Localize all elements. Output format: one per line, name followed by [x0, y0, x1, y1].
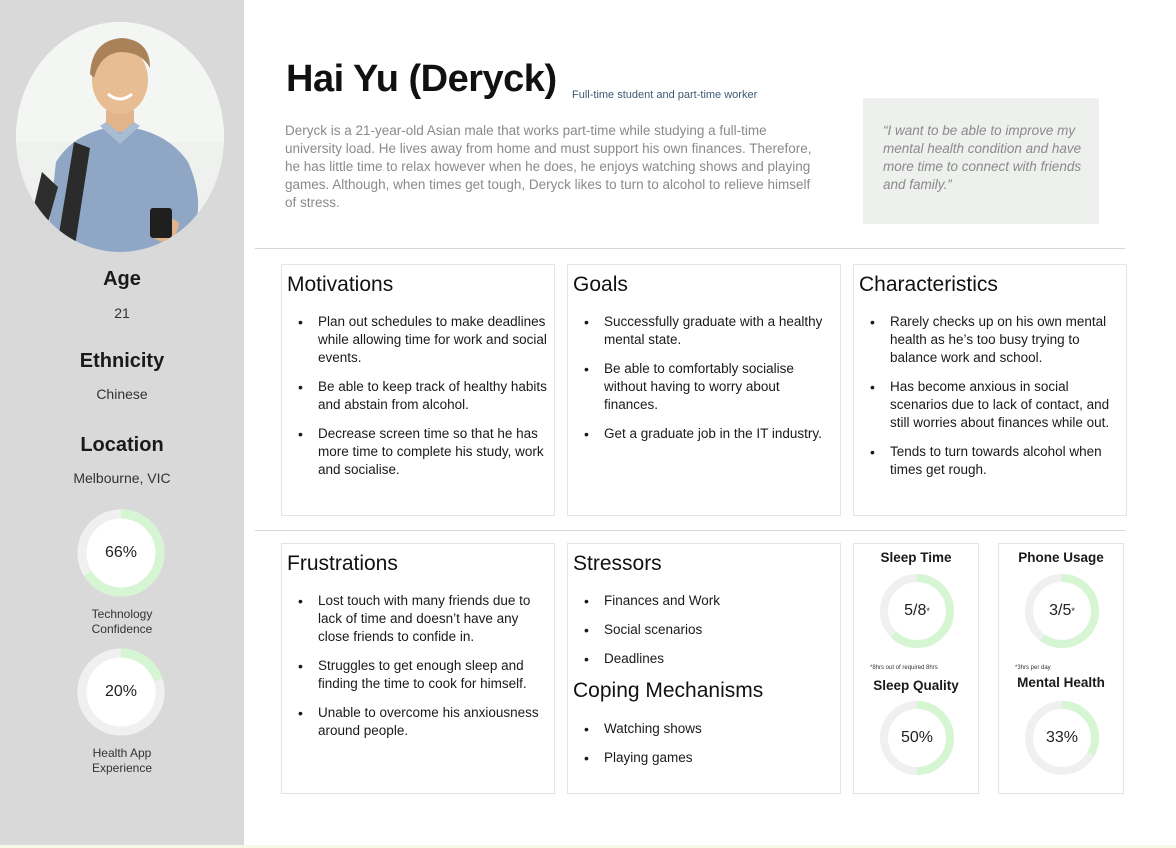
list-item: • Be able to comfortably socialise without having to worry about finances.	[568, 360, 840, 414]
goals-card	[567, 264, 841, 516]
technology-confidence-ring	[76, 508, 166, 598]
list-item: • Watching shows	[568, 720, 840, 738]
sleep-time-value	[878, 572, 956, 650]
phone-usage-title: Phone Usage	[1018, 550, 1104, 565]
stressors-coping-card	[567, 543, 841, 794]
list-item: • Successfully graduate with a healthy mental state.	[568, 313, 840, 349]
age-label: Age	[103, 268, 141, 290]
mental-health-value: 33%	[1045, 729, 1079, 746]
ethnicity-value: Chinese	[96, 386, 148, 402]
coping-title: Coping Mechanisms	[573, 679, 764, 702]
sleep-quality-value: 50%	[900, 729, 934, 746]
divider-middle	[255, 530, 1125, 531]
list-item: • Has become anxious in social scenarios due to lack of contact, and still worries about finances while out.	[854, 378, 1126, 432]
location-label: Location	[80, 434, 164, 456]
technology-confidence-value: 66%	[104, 544, 138, 561]
technology-confidence-caption	[0, 607, 244, 637]
persona-quote-box	[863, 98, 1099, 224]
technology-confidence-caption-line1: Technology	[91, 607, 153, 621]
frustrations-list	[282, 592, 554, 751]
characteristics-list	[854, 313, 1126, 490]
coping-list	[568, 720, 840, 778]
phone-card	[998, 543, 1124, 794]
health-app-experience-caption	[0, 746, 244, 776]
stressors-title: Stressors	[573, 552, 662, 575]
list-item: • Lost touch with many friends due to lack of time and doesn’t have any close friends to confide in.	[282, 592, 554, 646]
sleep-time-note: *8hrs out of required 8hrs	[870, 665, 938, 671]
frustrations-card	[281, 543, 555, 794]
health-app-caption-line2: Experience	[91, 761, 153, 775]
ethnicity-label: Ethnicity	[79, 350, 165, 372]
health-app-experience-value: 20%	[104, 683, 138, 700]
phone-usage-value-text: 3/5	[1049, 602, 1072, 619]
divider-top	[255, 248, 1125, 249]
location-value: Melbourne, VIC	[73, 470, 171, 486]
list-item: • Plan out schedules to make deadlines while allowing time for work and social events.	[282, 313, 554, 367]
phone-usage-value	[1023, 572, 1101, 650]
sleep-time-title: Sleep Time	[880, 550, 952, 565]
list-item: • Tends to turn towards alcohol when times get rough.	[854, 443, 1126, 479]
list-item: • Struggles to get enough sleep and finding the time to cook for himself.	[282, 657, 554, 693]
goals-title: Goals	[573, 273, 628, 296]
health-app-experience-ring	[76, 647, 166, 737]
technology-confidence-caption-line2: Confidence	[91, 622, 153, 636]
characteristics-card	[853, 264, 1127, 516]
frustrations-title: Frustrations	[287, 552, 398, 575]
sleep-quality-title: Sleep Quality	[873, 678, 959, 693]
list-item: • Deadlines	[568, 650, 840, 668]
persona-role: Full-time student and part-time worker	[572, 89, 758, 101]
persona-quote: “I want to be able to improve my mental health condition and have more time to connect with friends and family.”	[883, 123, 1082, 192]
health-app-caption-line1: Health App	[92, 746, 152, 760]
list-item: • Rarely checks up on his own mental health as he’s too busy trying to balance work and school.	[854, 313, 1126, 367]
list-item: • Social scenarios	[568, 621, 840, 639]
list-item: • Be able to keep track of healthy habits and abstain from alcohol.	[282, 378, 554, 414]
persona-sidebar	[0, 0, 244, 848]
sleep-time-ring	[878, 572, 956, 650]
persona-name: Hai Yu (Deryck)	[286, 58, 557, 100]
sleep-time-mark: *	[926, 606, 930, 616]
sleep-time-value-text: 5/8	[904, 602, 927, 619]
list-item: • Decrease screen time so that he has more time to complete his study, work and socialise.	[282, 425, 554, 479]
phone-usage-note: *3hrs per day	[1015, 665, 1051, 671]
motivations-card	[281, 264, 555, 516]
list-item: • Finances and Work	[568, 592, 840, 610]
phone-usage-mark: *	[1071, 606, 1075, 616]
age-value: 21	[114, 305, 130, 321]
motivations-title: Motivations	[287, 273, 394, 296]
motivations-list	[282, 313, 554, 490]
mental-health-title: Mental Health	[1017, 675, 1105, 690]
list-item: • Get a graduate job in the IT industry.	[568, 425, 840, 443]
characteristics-title: Characteristics	[859, 273, 998, 296]
persona-photo	[16, 22, 224, 252]
stressors-list	[568, 592, 840, 679]
list-item: • Playing games	[568, 749, 840, 767]
goals-list	[568, 313, 840, 454]
phone-usage-ring	[1023, 572, 1101, 650]
persona-bio: Deryck is a 21-year-old Asian male that works part-time while studying a full-time university load. He lives away from home and must support his own finances. Therefore, he has little time to relax however when he does, he enjoys watching shows and playing games. Although, when times get tough, Deryck likes to turn to alcohol to relieve himself of stress.	[285, 123, 812, 210]
sleep-quality-ring	[878, 699, 956, 777]
mental-health-ring	[1023, 699, 1101, 777]
sleep-card	[853, 543, 979, 794]
list-item: • Unable to overcome his anxiousness around people.	[282, 704, 554, 740]
